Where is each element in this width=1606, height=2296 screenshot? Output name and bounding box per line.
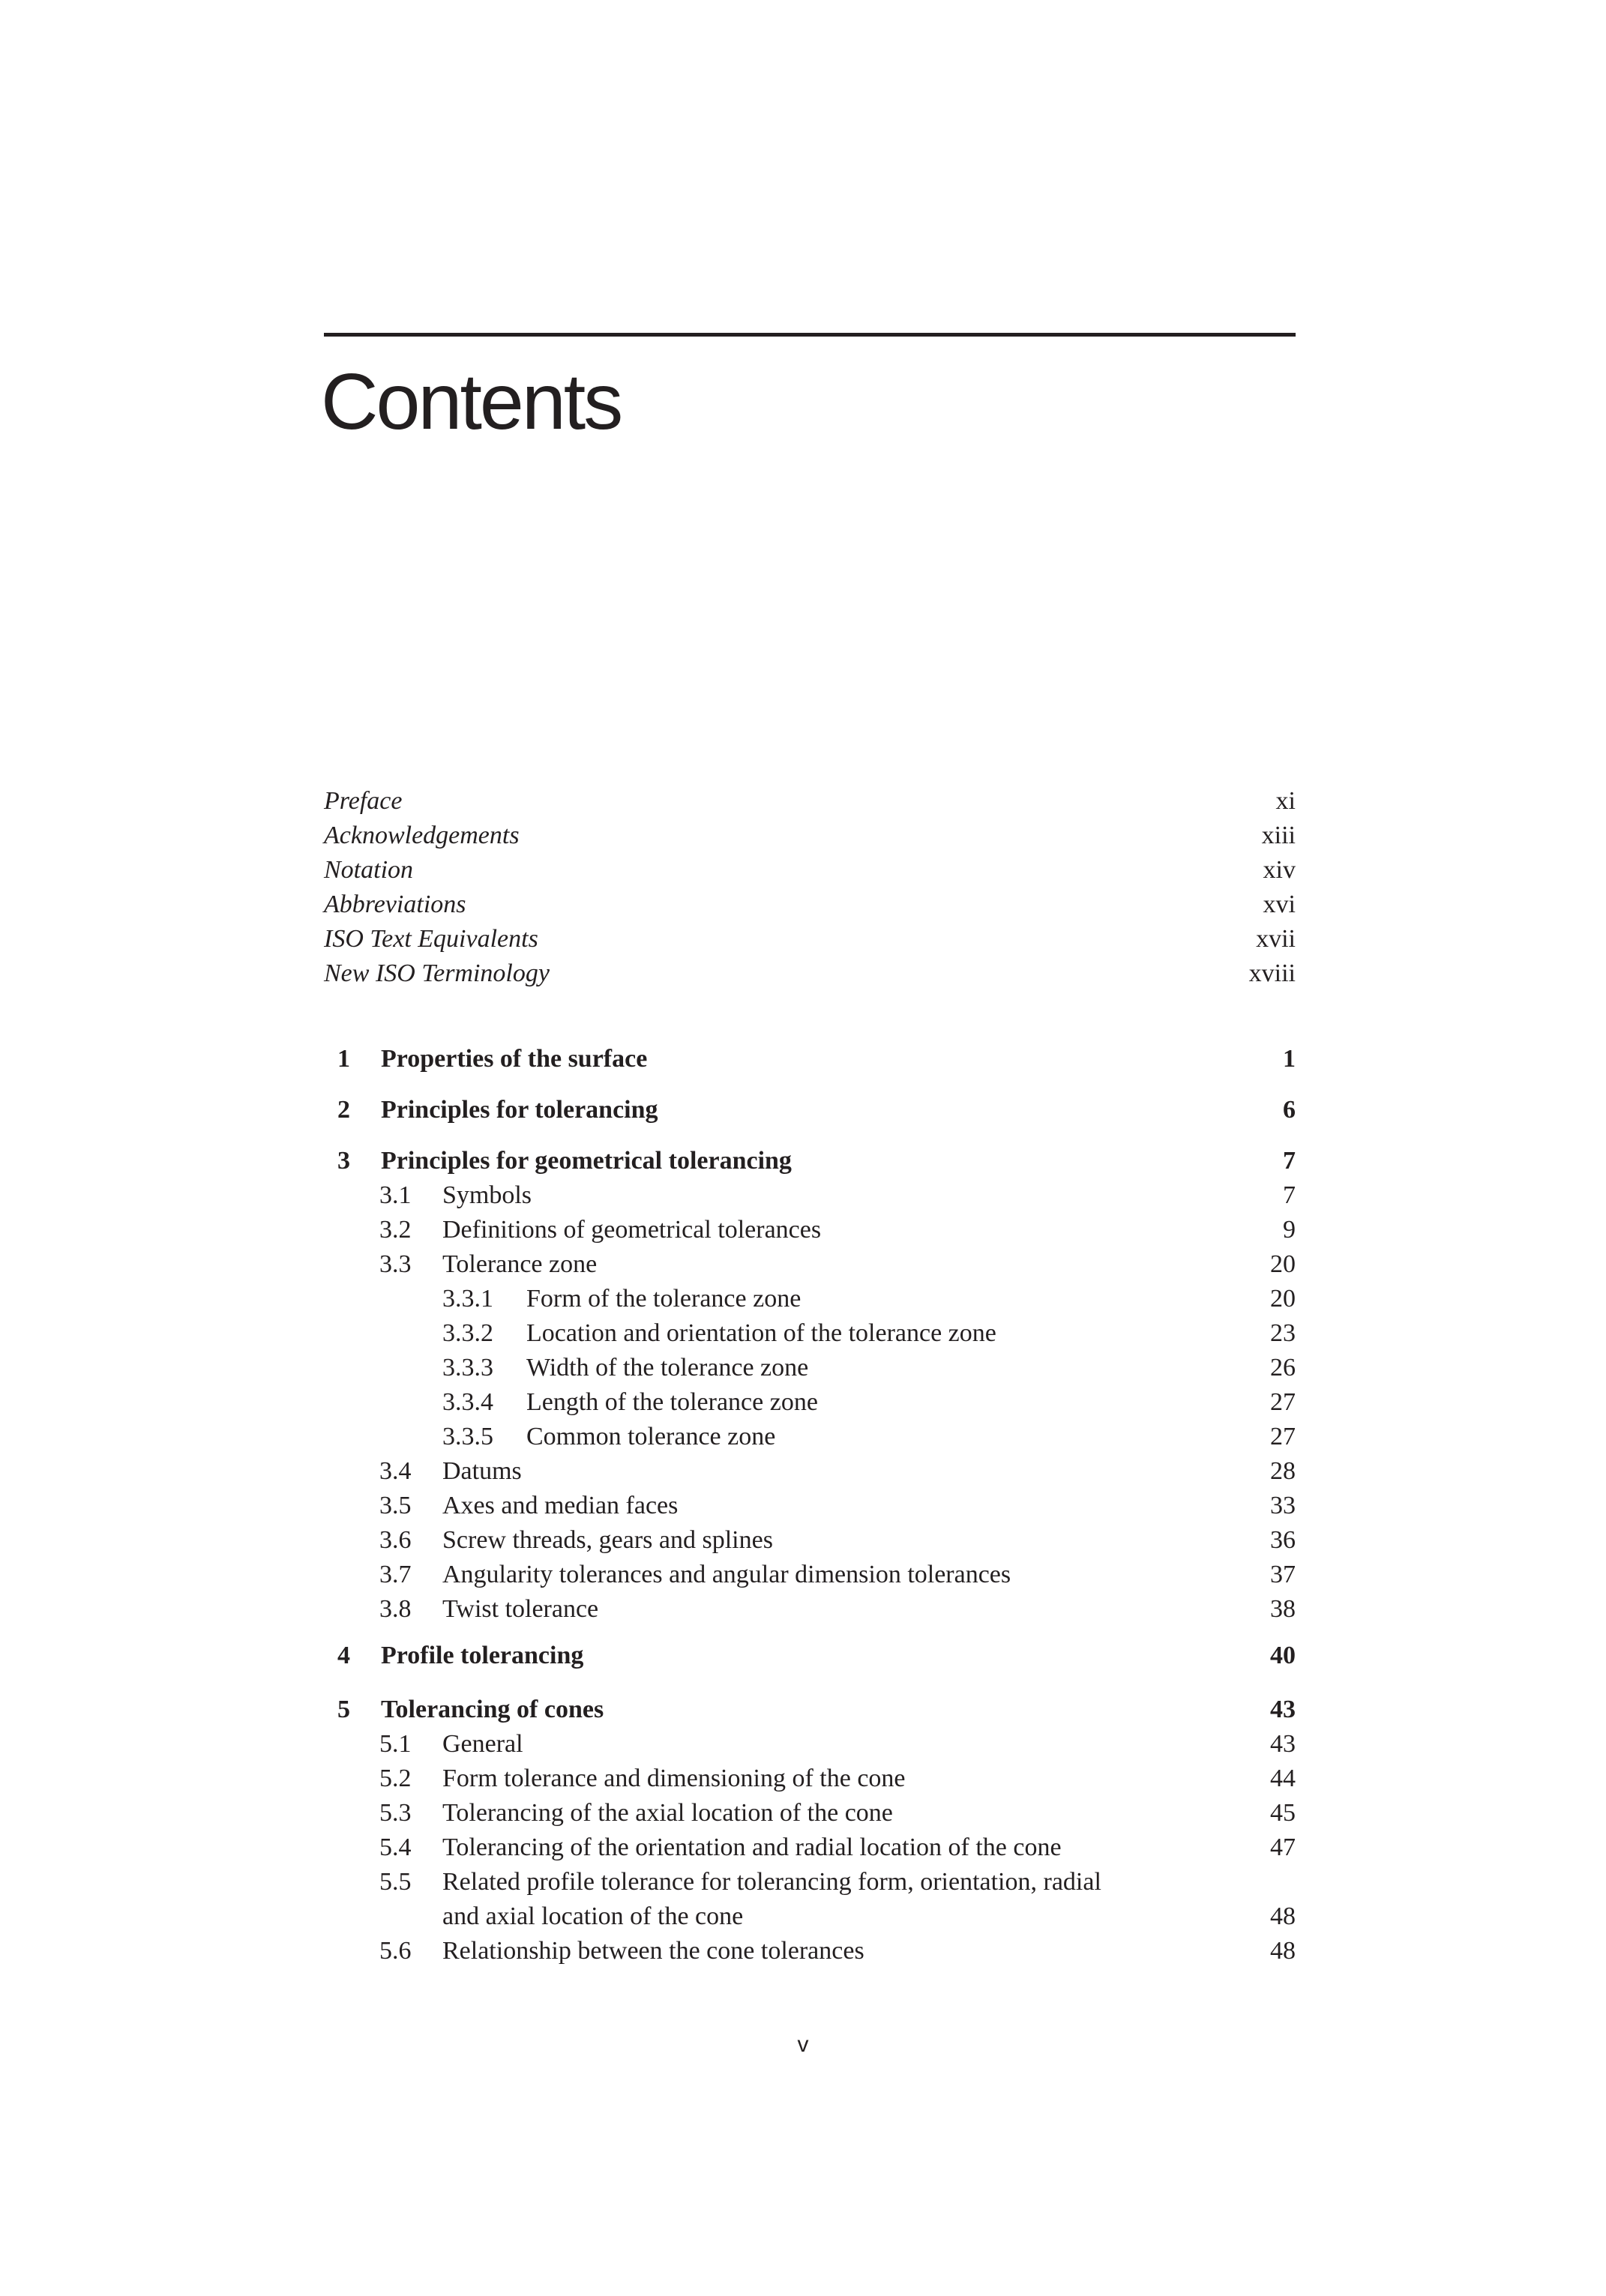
page-number: v (797, 2032, 809, 2057)
toc-title: Abbreviations (324, 891, 466, 918)
section-title: Symbols (442, 1181, 532, 1209)
subsection-title: Width of the tolerance zone (526, 1354, 809, 1381)
toc-section-5-2[interactable] (324, 1762, 1296, 1796)
chapter-page: 1 (1283, 1045, 1296, 1073)
section-title: Definitions of geometrical tolerances (442, 1216, 822, 1244)
subsection-page: 23 (1270, 1319, 1296, 1347)
toc-section-5-4[interactable] (324, 1831, 1296, 1865)
toc-page: xvi (1263, 891, 1296, 918)
chapter-title: Properties of the surface (381, 1045, 648, 1073)
subsection-title: Location and orientation of the tolerance zone (526, 1319, 996, 1347)
chapter-5-block (324, 1693, 1296, 1968)
section-number: 3.2 (379, 1216, 412, 1244)
section-page: 48 (1270, 1937, 1296, 1965)
toc-section-3-3[interactable] (324, 1247, 1296, 1282)
toc-page: xiii (1261, 822, 1296, 849)
section-page: 47 (1270, 1834, 1296, 1861)
section-title: Relationship between the cone tolerances (442, 1937, 864, 1965)
section-title: General (442, 1730, 523, 1758)
toc-title: New ISO Terminology (324, 959, 550, 987)
subsection-page: 20 (1270, 1285, 1296, 1313)
section-title: Tolerancing of the orientation and radial location of the cone (442, 1834, 1062, 1861)
toc-title: ISO Text Equivalents (324, 925, 538, 953)
section-number: 3.6 (379, 1526, 412, 1554)
chapter-page: 7 (1283, 1147, 1296, 1175)
toc-page: xi (1275, 787, 1296, 815)
chapter-1-block (324, 1042, 1296, 1076)
subsection-number: 3.3.4 (442, 1388, 493, 1416)
section-title: Axes and median faces (442, 1492, 679, 1519)
chapter-number: 3 (337, 1147, 350, 1175)
section-title: Datums (442, 1457, 522, 1485)
section-page: 37 (1270, 1561, 1296, 1588)
chapter-title: Tolerancing of cones (381, 1696, 604, 1723)
section-number: 3.1 (379, 1181, 412, 1209)
toc-section-3-4[interactable] (324, 1454, 1296, 1489)
toc-subsection-3-3-2[interactable] (324, 1316, 1296, 1351)
toc-section-3-8[interactable] (324, 1592, 1296, 1627)
toc-subsection-3-3-4[interactable] (324, 1385, 1296, 1420)
toc-section-5-5-continued[interactable] (324, 1899, 1296, 1934)
toc-entry-iso-text-equivalents[interactable] (324, 922, 1296, 956)
toc-subsection-3-3-5[interactable] (324, 1420, 1296, 1454)
section-number: 3.4 (379, 1457, 412, 1485)
toc-subsection-3-3-1[interactable] (324, 1282, 1296, 1316)
toc-section-5-5[interactable] (324, 1865, 1296, 1899)
section-title: Tolerancing of the axial location of the cone (442, 1799, 893, 1827)
section-number: 3.7 (379, 1561, 412, 1588)
section-number: 5.2 (379, 1765, 412, 1792)
toc-section-3-5[interactable] (324, 1489, 1296, 1523)
subsection-page: 27 (1270, 1423, 1296, 1450)
section-page: 44 (1270, 1765, 1296, 1792)
chapter-3-block (324, 1144, 1296, 1627)
toc-entry-notation[interactable] (324, 853, 1296, 888)
chapter-page: 43 (1270, 1696, 1296, 1723)
subsection-page: 27 (1270, 1388, 1296, 1416)
front-matter-list (324, 784, 1296, 991)
toc-page: xvii (1256, 925, 1296, 953)
section-title: Angularity tolerances and angular dimension tolerances (442, 1561, 1011, 1588)
toc-section-3-1[interactable] (324, 1178, 1296, 1213)
chapter-number: 2 (337, 1096, 350, 1124)
section-page: 33 (1270, 1492, 1296, 1519)
section-number: 3.5 (379, 1492, 412, 1519)
toc-chapter-2[interactable] (324, 1093, 1296, 1127)
chapter-title: Principles for tolerancing (381, 1096, 658, 1124)
toc-entry-abbreviations[interactable] (324, 888, 1296, 922)
chapter-number: 1 (337, 1045, 350, 1073)
toc-page: xviii (1248, 959, 1296, 987)
section-number: 5.1 (379, 1730, 412, 1758)
toc-chapter-3[interactable] (324, 1144, 1296, 1178)
section-title: Related profile tolerance for tolerancing form, orientation, radial (442, 1868, 1101, 1896)
section-number: 5.5 (379, 1868, 412, 1896)
chapter-number: 5 (337, 1696, 350, 1723)
chapter-title: Profile tolerancing (381, 1642, 584, 1669)
toc-entry-acknowledgements[interactable] (324, 819, 1296, 853)
toc-section-3-6[interactable] (324, 1523, 1296, 1558)
toc-entry-new-iso-terminology[interactable] (324, 956, 1296, 991)
chapter-page: 40 (1270, 1642, 1296, 1669)
toc-entry-preface[interactable] (324, 784, 1296, 819)
section-page: 45 (1270, 1799, 1296, 1827)
section-page: 38 (1270, 1595, 1296, 1623)
subsection-title: Common tolerance zone (526, 1423, 776, 1450)
chapter-2-block (324, 1093, 1296, 1127)
section-title: Form tolerance and dimensioning of the cone (442, 1765, 906, 1792)
toc-page: xiv (1263, 856, 1296, 884)
toc-title: Acknowledgements (324, 822, 520, 849)
section-number: 5.4 (379, 1834, 412, 1861)
toc-section-3-7[interactable] (324, 1558, 1296, 1592)
section-title-continued: and axial location of the cone (442, 1902, 744, 1930)
section-page: 28 (1270, 1457, 1296, 1485)
section-number: 3.3 (379, 1250, 412, 1278)
toc-section-3-2[interactable] (324, 1213, 1296, 1247)
heading-rule (324, 333, 1296, 337)
toc-section-5-3[interactable] (324, 1796, 1296, 1831)
section-title: Tolerance zone (442, 1250, 598, 1278)
subsection-number: 3.3.2 (442, 1319, 493, 1347)
toc-chapter-5[interactable] (324, 1693, 1296, 1727)
section-page: 9 (1283, 1216, 1296, 1244)
section-title: Screw threads, gears and splines (442, 1526, 773, 1554)
chapter-page: 6 (1283, 1096, 1296, 1124)
section-number: 3.8 (379, 1595, 412, 1623)
subsection-page: 26 (1270, 1354, 1296, 1381)
toc-chapter-4[interactable] (324, 1639, 1296, 1673)
toc-subsection-3-3-3[interactable] (324, 1351, 1296, 1385)
chapter-title: Principles for geometrical tolerancing (381, 1147, 792, 1175)
section-number: 5.3 (379, 1799, 412, 1827)
subsection-title: Form of the tolerance zone (526, 1285, 802, 1313)
section-title: Twist tolerance (442, 1595, 599, 1623)
section-number: 5.6 (379, 1937, 412, 1965)
subsection-number: 3.3.5 (442, 1423, 493, 1450)
subsection-number: 3.3.1 (442, 1285, 493, 1313)
chapter-4-block (324, 1639, 1296, 1673)
page-title: Contents (321, 358, 622, 446)
section-page: 36 (1270, 1526, 1296, 1554)
subsection-number: 3.3.3 (442, 1354, 493, 1381)
section-page: 48 (1270, 1902, 1296, 1930)
toc-chapter-1[interactable] (324, 1042, 1296, 1076)
toc-section-5-6[interactable] (324, 1934, 1296, 1968)
toc-section-5-1[interactable] (324, 1727, 1296, 1762)
toc-title: Notation (324, 856, 414, 884)
section-page: 20 (1270, 1250, 1296, 1278)
toc-title: Preface (324, 787, 403, 815)
chapter-number: 4 (337, 1642, 350, 1669)
subsection-title: Length of the tolerance zone (526, 1388, 818, 1416)
section-page: 43 (1270, 1730, 1296, 1758)
section-page: 7 (1283, 1181, 1296, 1209)
